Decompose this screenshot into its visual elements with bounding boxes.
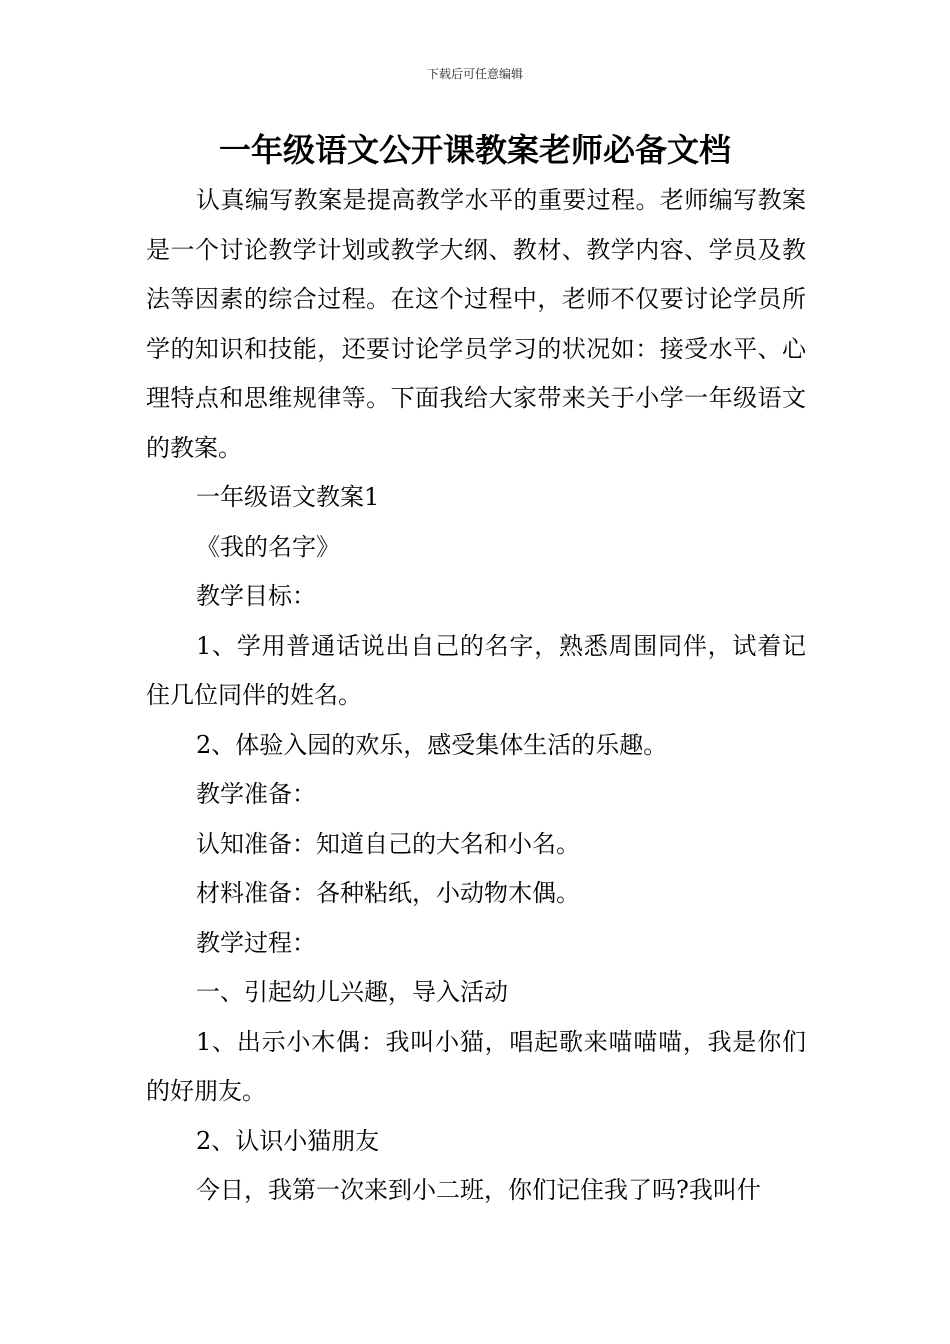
paragraph-step-1-1: 1、出示小木偶：我叫小猫，唱起歌来喵喵喵，我是你们的好朋友。 <box>146 1027 806 1105</box>
paragraph-intro: 认真编写教案是提高教学水平的重要过程。老师编写教案是一个讨论教学计划或教学大纲、教材、教学内容、学员及教法等因素的综合过程。在这个过程中，老师不仅要讨论学员所学的知识和技能，还要讨论学员学习的状况如：接受水平、心理特点和思维规律等。下面我给大家带来关于小学一年级语文的教案。 <box>146 186 806 462</box>
paragraph-goal-1: 1、学用普通话说出自己的名字，熟悉周围同伴，试着记住几位同伴的姓名。 <box>146 631 806 709</box>
paragraph-prep-heading: 教学准备： <box>196 780 316 808</box>
paragraph-goal-2: 2、体验入园的欢乐，感受集体生活的乐趣。 <box>196 730 668 759</box>
paragraph-prep-cognitive: 认知准备：知道自己的大名和小名。 <box>196 829 580 858</box>
paragraph-step-1-2: 2、认识小猫朋友 <box>196 1126 380 1155</box>
paragraph-prep-material: 材料准备：各种粘纸，小动物木偶。 <box>196 879 580 907</box>
paragraph-lesson-title: 《我的名字》 <box>196 532 340 561</box>
paragraph-goals-heading: 教学目标： <box>196 582 316 610</box>
document-title: 一年级语文公开课教案老师必备文档 <box>218 131 731 169</box>
paragraph-lesson-heading: 一年级语文教案1 <box>196 483 380 511</box>
paragraph-process-heading: 教学过程： <box>196 928 316 957</box>
paragraph-step-1: 一、引起幼儿兴趣，导入活动 <box>196 978 508 1006</box>
document-body <box>146 176 806 1216</box>
header-note: 下载后可任意编辑 <box>426 67 523 81</box>
paragraph-step-text: 今日，我第一次来到小二班，你们记住我了吗?我叫什 <box>196 1176 761 1204</box>
